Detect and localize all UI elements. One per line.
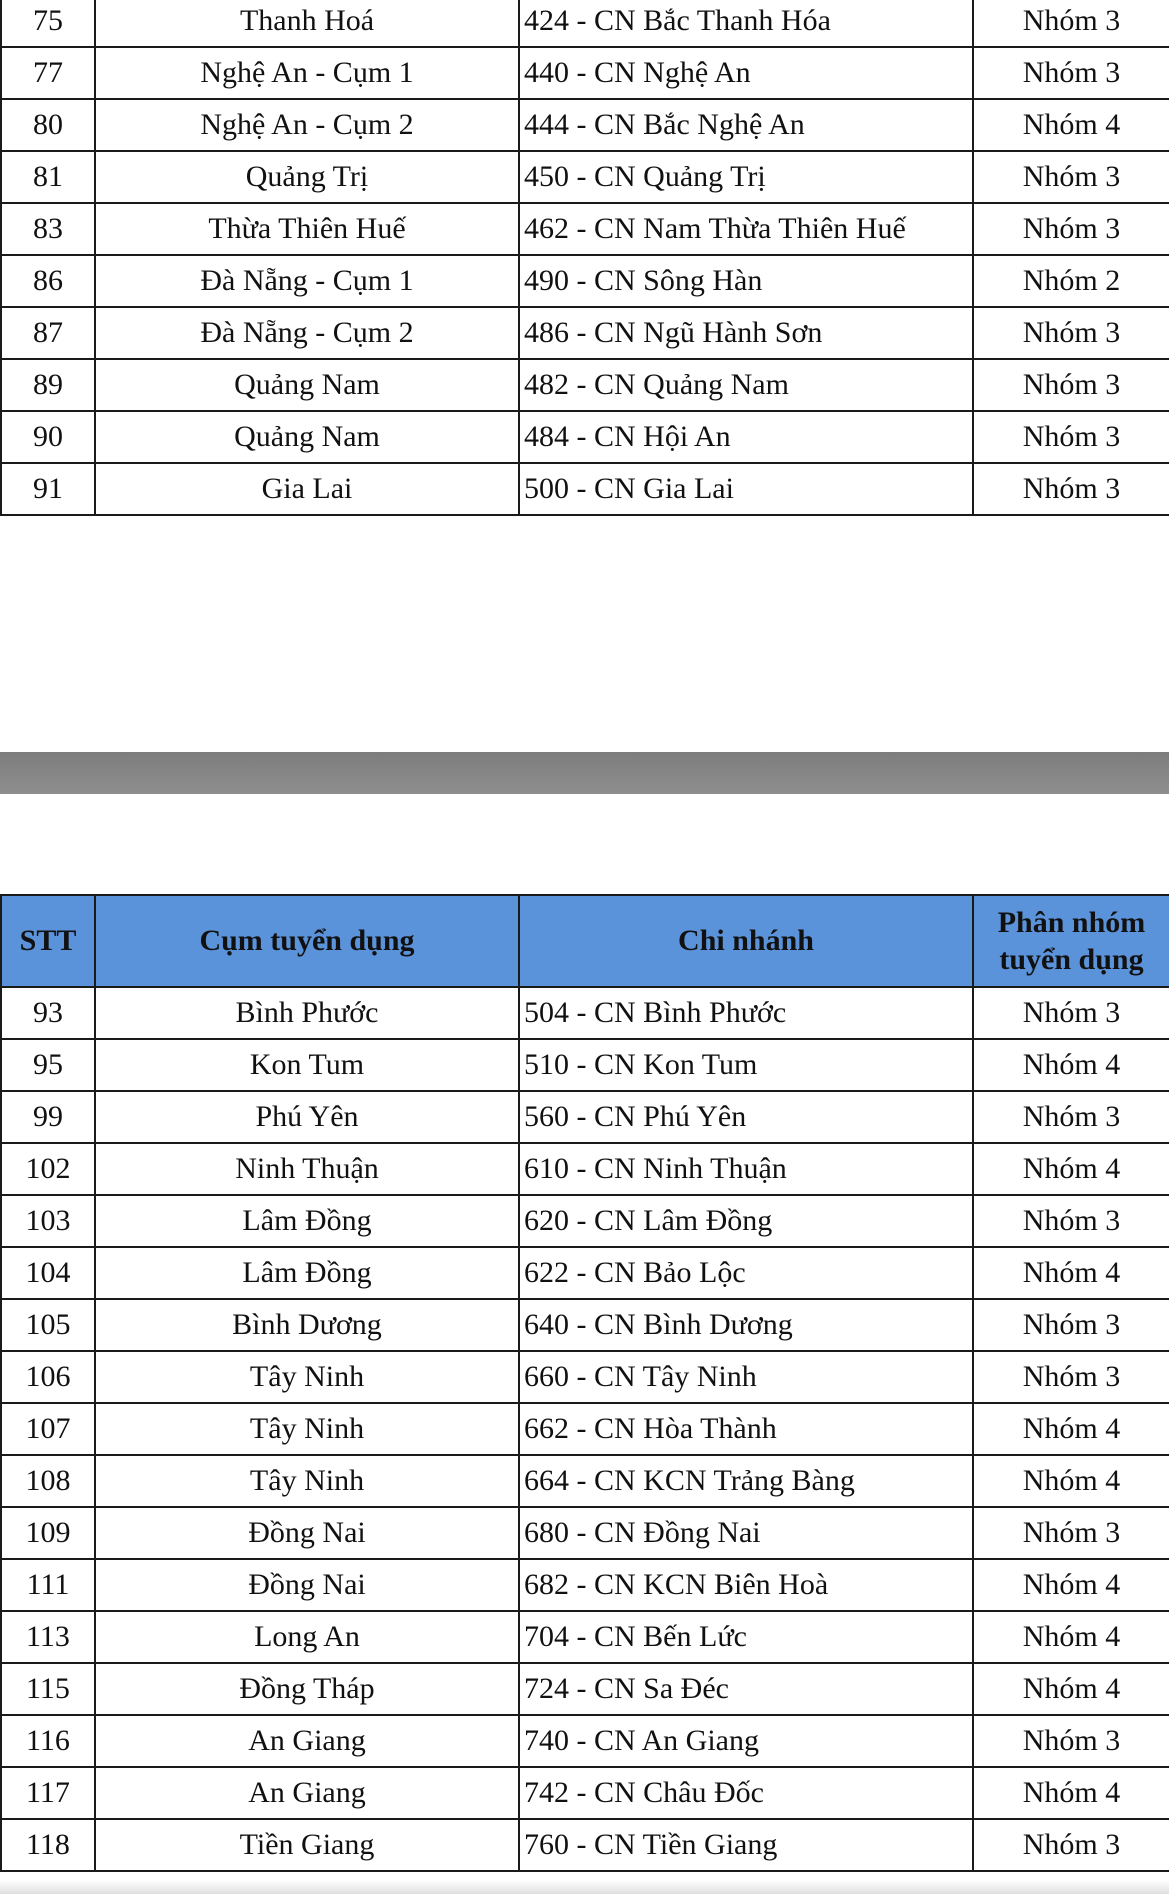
cell-stt: 80 <box>1 99 95 151</box>
table-row <box>1 255 1169 307</box>
table-row <box>1 1767 1169 1819</box>
table-row <box>1 203 1169 255</box>
cell-stt: 75 <box>1 0 95 47</box>
cell-phan-nhom: Nhóm 3 <box>973 1819 1169 1871</box>
cell-chi-nhanh: 664 - CN KCN Trảng Bàng <box>519 1455 973 1507</box>
cell-stt: 86 <box>1 255 95 307</box>
cell-stt: 104 <box>1 1247 95 1299</box>
cell-cum-tuyen-dung: Đà Nẵng - Cụm 1 <box>95 255 519 307</box>
cell-phan-nhom: Nhóm 4 <box>973 1611 1169 1663</box>
cell-phan-nhom: Nhóm 4 <box>973 1039 1169 1091</box>
cell-cum-tuyen-dung: Quảng Nam <box>95 359 519 411</box>
table-row <box>1 1143 1169 1195</box>
cell-cum-tuyen-dung: Đồng Tháp <box>95 1663 519 1715</box>
cell-chi-nhanh: 500 - CN Gia Lai <box>519 463 973 515</box>
bottom-table <box>0 894 1169 1872</box>
cell-phan-nhom: Nhóm 3 <box>973 987 1169 1039</box>
table-row <box>1 307 1169 359</box>
header-row <box>1 895 1169 987</box>
cell-chi-nhanh: 724 - CN Sa Đéc <box>519 1663 973 1715</box>
cell-chi-nhanh: 760 - CN Tiền Giang <box>519 1819 973 1871</box>
cell-stt: 116 <box>1 1715 95 1767</box>
cell-chi-nhanh: 424 - CN Bắc Thanh Hóa <box>519 0 973 47</box>
cell-chi-nhanh: 620 - CN Lâm Đồng <box>519 1195 973 1247</box>
cell-phan-nhom: Nhóm 3 <box>973 1091 1169 1143</box>
table-row <box>1 0 1169 47</box>
cell-cum-tuyen-dung: Tây Ninh <box>95 1351 519 1403</box>
table-row <box>1 1455 1169 1507</box>
cell-stt: 117 <box>1 1767 95 1819</box>
cell-stt: 111 <box>1 1559 95 1611</box>
cell-stt: 115 <box>1 1663 95 1715</box>
cell-phan-nhom: Nhóm 2 <box>973 255 1169 307</box>
table-row <box>1 1663 1169 1715</box>
cell-cum-tuyen-dung: Đà Nẵng - Cụm 2 <box>95 307 519 359</box>
cell-cum-tuyen-dung: Quảng Nam <box>95 411 519 463</box>
cell-phan-nhom: Nhóm 4 <box>973 1663 1169 1715</box>
cell-phan-nhom: Nhóm 4 <box>973 1247 1169 1299</box>
cell-phan-nhom: Nhóm 3 <box>973 1195 1169 1247</box>
header-phan-nhom: Phân nhóm tuyển dụng <box>973 895 1169 987</box>
table-row <box>1 47 1169 99</box>
cell-phan-nhom: Nhóm 3 <box>973 1507 1169 1559</box>
cell-cum-tuyen-dung: Thanh Hoá <box>95 0 519 47</box>
cell-phan-nhom: Nhóm 4 <box>973 1143 1169 1195</box>
cell-stt: 103 <box>1 1195 95 1247</box>
cell-stt: 77 <box>1 47 95 99</box>
cell-cum-tuyen-dung: Phú Yên <box>95 1091 519 1143</box>
cell-cum-tuyen-dung: Thừa Thiên Huế <box>95 203 519 255</box>
header-cum-tuyen-dung: Cụm tuyển dụng <box>95 895 519 987</box>
top-table-body <box>1 0 1169 515</box>
cell-cum-tuyen-dung: Gia Lai <box>95 463 519 515</box>
cell-stt: 113 <box>1 1611 95 1663</box>
cell-chi-nhanh: 484 - CN Hội An <box>519 411 973 463</box>
cell-chi-nhanh: 610 - CN Ninh Thuận <box>519 1143 973 1195</box>
cell-phan-nhom: Nhóm 4 <box>973 99 1169 151</box>
table-row <box>1 1351 1169 1403</box>
cell-stt: 93 <box>1 987 95 1039</box>
cell-chi-nhanh: 660 - CN Tây Ninh <box>519 1351 973 1403</box>
cell-chi-nhanh: 510 - CN Kon Tum <box>519 1039 973 1091</box>
cell-cum-tuyen-dung: Bình Phước <box>95 987 519 1039</box>
cell-chi-nhanh: 662 - CN Hòa Thành <box>519 1403 973 1455</box>
cell-stt: 99 <box>1 1091 95 1143</box>
cell-phan-nhom: Nhóm 3 <box>973 1299 1169 1351</box>
cell-stt: 108 <box>1 1455 95 1507</box>
cell-cum-tuyen-dung: Lâm Đồng <box>95 1195 519 1247</box>
cell-stt: 89 <box>1 359 95 411</box>
cell-stt: 90 <box>1 411 95 463</box>
cell-stt: 81 <box>1 151 95 203</box>
cell-chi-nhanh: 482 - CN Quảng Nam <box>519 359 973 411</box>
cell-cum-tuyen-dung: Đồng Nai <box>95 1559 519 1611</box>
cell-phan-nhom: Nhóm 3 <box>973 47 1169 99</box>
cell-chi-nhanh: 490 - CN Sông Hàn <box>519 255 973 307</box>
top-table <box>0 0 1169 516</box>
header-stt: STT <box>1 895 95 987</box>
screen-edge-fade <box>0 1880 1169 1894</box>
cell-chi-nhanh: 504 - CN Bình Phước <box>519 987 973 1039</box>
table-row <box>1 987 1169 1039</box>
table-row <box>1 1403 1169 1455</box>
cell-cum-tuyen-dung: Tây Ninh <box>95 1403 519 1455</box>
cell-cum-tuyen-dung: Long An <box>95 1611 519 1663</box>
cell-phan-nhom: Nhóm 3 <box>973 151 1169 203</box>
cell-cum-tuyen-dung: Tiền Giang <box>95 1819 519 1871</box>
cell-phan-nhom: Nhóm 4 <box>973 1403 1169 1455</box>
cell-phan-nhom: Nhóm 4 <box>973 1767 1169 1819</box>
table-row <box>1 99 1169 151</box>
table-row <box>1 1819 1169 1871</box>
table-row <box>1 1715 1169 1767</box>
cell-chi-nhanh: 682 - CN KCN Biên Hoà <box>519 1559 973 1611</box>
cell-phan-nhom: Nhóm 4 <box>973 1559 1169 1611</box>
table-row <box>1 1195 1169 1247</box>
cell-stt: 83 <box>1 203 95 255</box>
cell-phan-nhom: Nhóm 4 <box>973 1455 1169 1507</box>
cell-cum-tuyen-dung: Nghệ An - Cụm 2 <box>95 99 519 151</box>
cell-chi-nhanh: 560 - CN Phú Yên <box>519 1091 973 1143</box>
cell-cum-tuyen-dung: Ninh Thuận <box>95 1143 519 1195</box>
cell-cum-tuyen-dung: Tây Ninh <box>95 1455 519 1507</box>
cell-stt: 105 <box>1 1299 95 1351</box>
cell-chi-nhanh: 444 - CN Bắc Nghệ An <box>519 99 973 151</box>
cell-cum-tuyen-dung: Kon Tum <box>95 1039 519 1091</box>
table-row <box>1 463 1169 515</box>
cell-cum-tuyen-dung: Nghệ An - Cụm 1 <box>95 47 519 99</box>
cell-chi-nhanh: 486 - CN Ngũ Hành Sơn <box>519 307 973 359</box>
cell-phan-nhom: Nhóm 3 <box>973 463 1169 515</box>
cell-stt: 91 <box>1 463 95 515</box>
cell-chi-nhanh: 740 - CN An Giang <box>519 1715 973 1767</box>
cell-stt: 109 <box>1 1507 95 1559</box>
cell-phan-nhom: Nhóm 3 <box>973 203 1169 255</box>
cell-phan-nhom: Nhóm 3 <box>973 1351 1169 1403</box>
table-row <box>1 1299 1169 1351</box>
cell-cum-tuyen-dung: Quảng Trị <box>95 151 519 203</box>
cell-phan-nhom: Nhóm 3 <box>973 359 1169 411</box>
cell-chi-nhanh: 462 - CN Nam Thừa Thiên Huế <box>519 203 973 255</box>
table-row <box>1 1247 1169 1299</box>
table-row <box>1 1039 1169 1091</box>
bottom-table-body <box>1 987 1169 1871</box>
cell-chi-nhanh: 742 - CN Châu Đốc <box>519 1767 973 1819</box>
cell-phan-nhom: Nhóm 3 <box>973 0 1169 47</box>
cell-cum-tuyen-dung: Lâm Đồng <box>95 1247 519 1299</box>
table-row <box>1 1611 1169 1663</box>
cell-stt: 102 <box>1 1143 95 1195</box>
cell-chi-nhanh: 450 - CN Quảng Trị <box>519 151 973 203</box>
cell-phan-nhom: Nhóm 3 <box>973 1715 1169 1767</box>
table-row <box>1 1559 1169 1611</box>
cell-cum-tuyen-dung: Đồng Nai <box>95 1507 519 1559</box>
cell-phan-nhom: Nhóm 3 <box>973 411 1169 463</box>
table-row <box>1 359 1169 411</box>
table-row <box>1 1091 1169 1143</box>
cell-stt: 107 <box>1 1403 95 1455</box>
bottom-table-header <box>1 895 1169 987</box>
cell-stt: 87 <box>1 307 95 359</box>
table-row <box>1 1507 1169 1559</box>
cell-chi-nhanh: 440 - CN Nghệ An <box>519 47 973 99</box>
cell-chi-nhanh: 704 - CN Bến Lức <box>519 1611 973 1663</box>
header-chi-nhanh: Chi nhánh <box>519 895 973 987</box>
table-row <box>1 151 1169 203</box>
table-row <box>1 411 1169 463</box>
cell-chi-nhanh: 640 - CN Bình Dương <box>519 1299 973 1351</box>
cell-cum-tuyen-dung: Bình Dương <box>95 1299 519 1351</box>
cell-stt: 106 <box>1 1351 95 1403</box>
cell-chi-nhanh: 680 - CN Đồng Nai <box>519 1507 973 1559</box>
cell-stt: 95 <box>1 1039 95 1091</box>
cell-phan-nhom: Nhóm 3 <box>973 307 1169 359</box>
cell-chi-nhanh: 622 - CN Bảo Lộc <box>519 1247 973 1299</box>
sheet-divider <box>0 752 1169 794</box>
cell-cum-tuyen-dung: An Giang <box>95 1715 519 1767</box>
cell-stt: 118 <box>1 1819 95 1871</box>
cell-cum-tuyen-dung: An Giang <box>95 1767 519 1819</box>
